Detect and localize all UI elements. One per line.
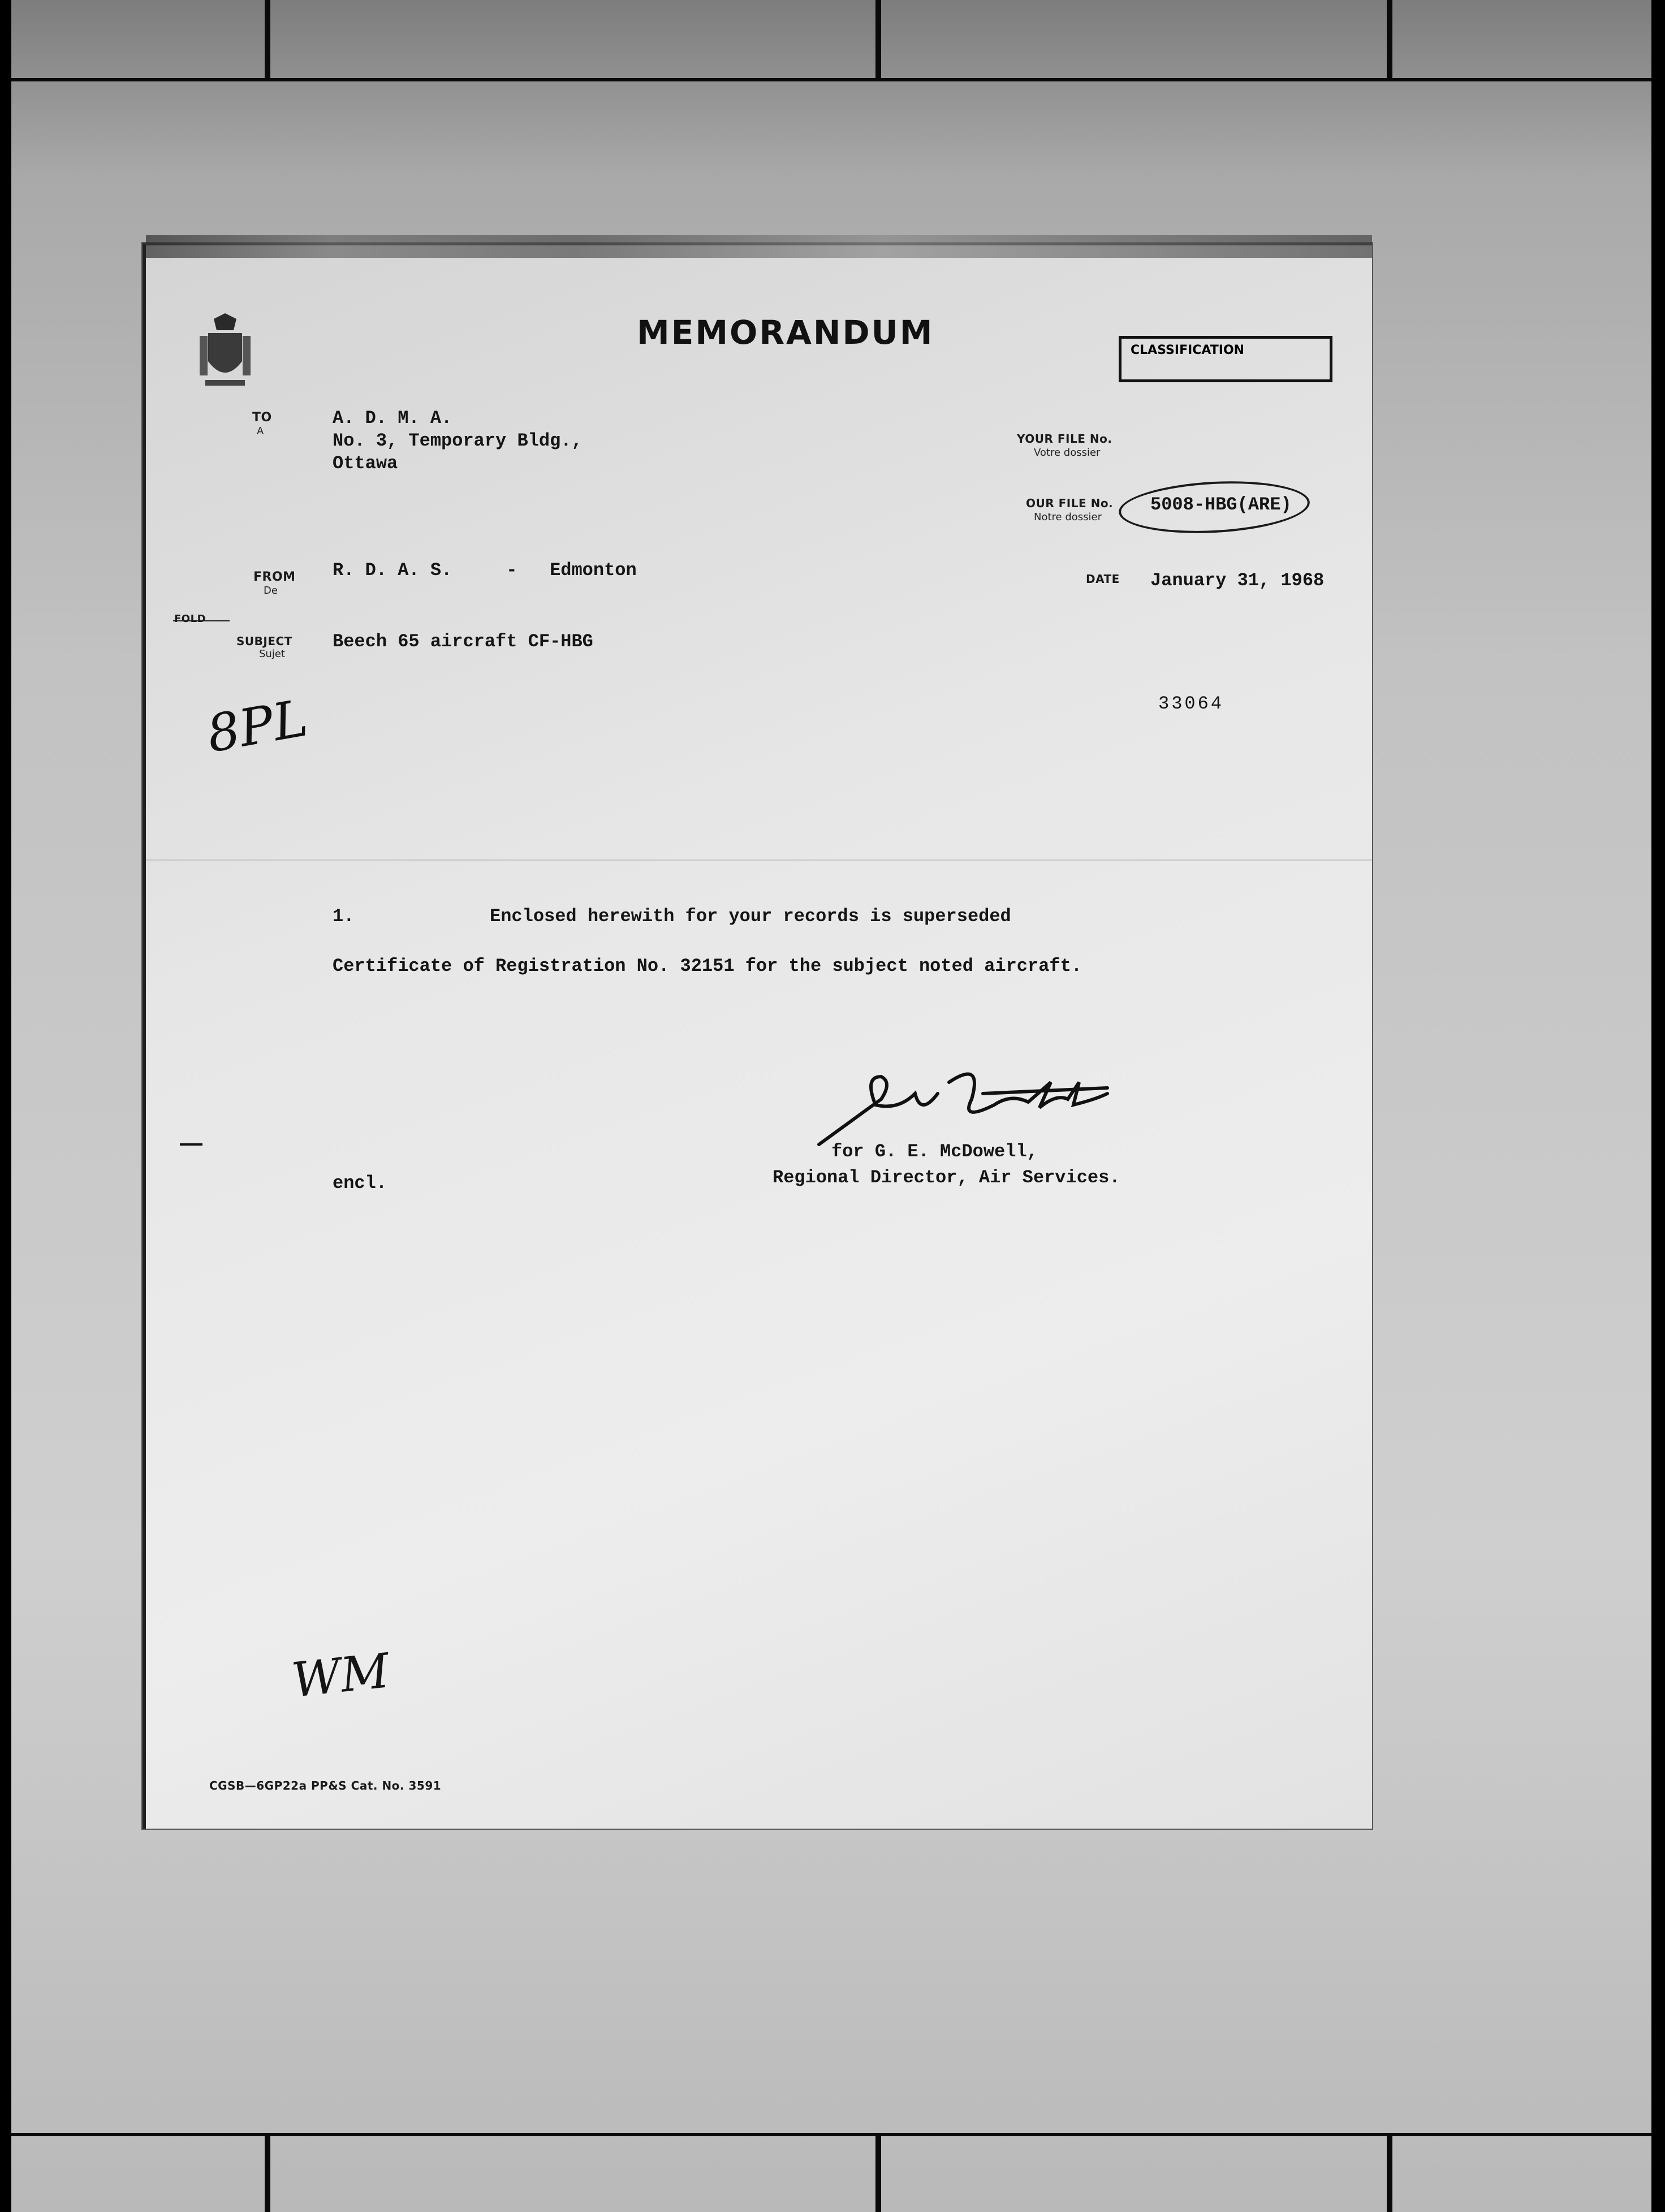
to-line: No. 3, Temporary Bldg.,	[333, 430, 583, 451]
from-label-fr: De	[264, 585, 278, 597]
frame-divider	[265, 0, 270, 79]
frame-divider	[875, 0, 881, 79]
frame-divider	[1387, 0, 1392, 79]
sign-line: Regional Director, Air Services.	[773, 1167, 1120, 1188]
our-file-label: OUR FILE No.	[1026, 496, 1114, 510]
to-line: Ottawa	[333, 453, 398, 474]
date-label: DATE	[1086, 572, 1120, 586]
subject-label-fr: Sujet	[259, 648, 285, 660]
edge-mark	[180, 1143, 202, 1146]
fold-crease	[146, 859, 1372, 861]
coat-of-arms-icon	[197, 313, 253, 392]
frame-divider	[265, 2135, 270, 2212]
to-label-fr: A	[257, 425, 264, 437]
frame-top-line	[11, 78, 1651, 81]
body-line: Certificate of Registration No. 32151 for the subject noted aircraft.	[333, 956, 1082, 977]
stamp-number: 33064	[1158, 693, 1224, 714]
fold-label: FOLD	[174, 613, 206, 625]
our-file-label-fr: Notre dossier	[1034, 511, 1102, 523]
classification-label: CLASSIFICATION	[1131, 343, 1245, 357]
handwritten-note: 8PL	[202, 688, 312, 764]
your-file-label: YOUR FILE No.	[1017, 432, 1112, 446]
enclosure-note: encl.	[333, 1173, 387, 1194]
to-address	[333, 407, 583, 475]
torn-edge	[146, 235, 1372, 258]
body-line: Enclosed herewith for your records is superseded	[490, 906, 1011, 927]
frame-divider	[1387, 2135, 1392, 2212]
date-value: January 31, 1968	[1150, 570, 1325, 591]
from-label: FROM	[253, 570, 296, 584]
signature	[813, 1060, 1130, 1150]
memo-title: MEMORANDUM	[637, 313, 934, 352]
form-code: CGSB—6GP22a PP&S Cat. No. 3591	[209, 1779, 442, 1792]
sign-line: for G. E. McDowell,	[831, 1141, 1038, 1162]
paragraph-number: 1.	[333, 906, 355, 927]
frame-bottom-line	[11, 2133, 1651, 2136]
subject-value: Beech 65 aircraft CF-HBG	[333, 631, 593, 652]
to-line: A. D. M. A.	[333, 408, 452, 429]
our-file-value: 5008-HBG(ARE)	[1150, 494, 1292, 515]
handwritten-initials: WM	[289, 1643, 392, 1708]
from-value: R. D. A. S. - Edmonton	[333, 560, 637, 581]
memo-sheet	[143, 243, 1372, 1829]
microfilm-frame	[11, 0, 1651, 2212]
subject-label: SUBJECT	[236, 634, 292, 648]
frame-divider	[875, 2135, 881, 2212]
classification-box	[1119, 336, 1332, 382]
to-label: TO	[252, 411, 272, 425]
your-file-label-fr: Votre dossier	[1034, 447, 1101, 459]
